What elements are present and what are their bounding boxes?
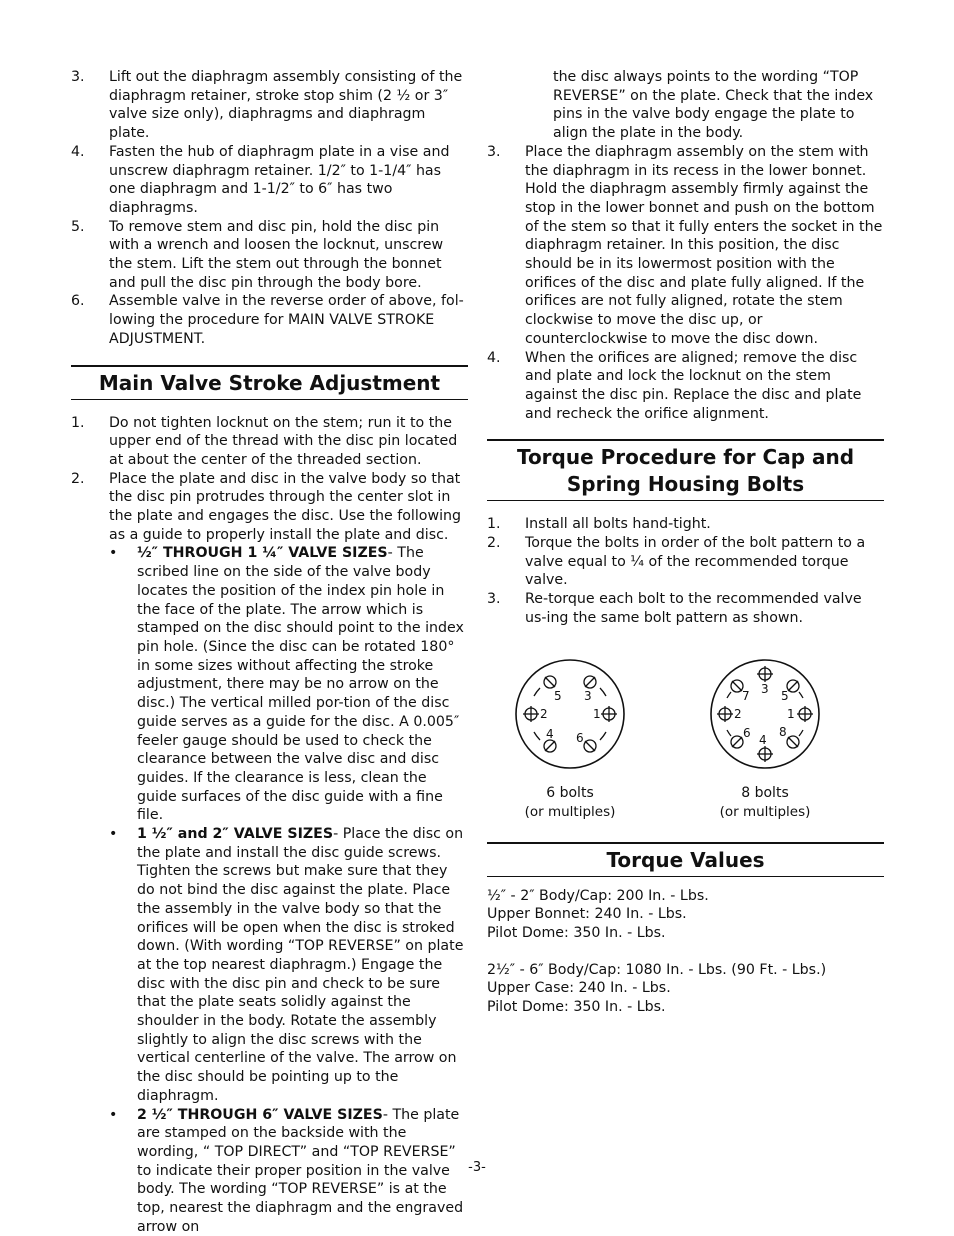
bolt-number: 3	[584, 688, 592, 703]
list-item-text: Re-torque each bolt to the recommended valve us-ing the same bolt pattern as shown.	[525, 591, 862, 626]
diagram-label: 6 bolts	[546, 784, 594, 801]
section-heading-torque-procedure: Torque Procedure for Cap and Spring Housing Bolts	[487, 439, 884, 501]
page-number: -3-	[468, 1160, 486, 1175]
list-item-text: Fasten the hub of diaphragm plate in a vise and unscrew diaphragm retainer. 1/2″ to 1-1/4″ has one diaphragm and 1-1/2″ to 6″ has two diaphragms.	[109, 143, 450, 216]
bolt-number: 1	[787, 706, 795, 721]
continuation-text: the disc always points to the wording “TOP REVERSE” on the plate. Check that the index pins in the valve body engage the plate to align the plate in the body.	[553, 69, 874, 142]
list-item: 2. Torque the bolts in order of the bolt pattern to a valve equal to ¼ of the recommended torque valve.	[487, 535, 866, 589]
bolt-6	[731, 736, 743, 748]
bolt-1	[797, 706, 813, 722]
bolt-3	[757, 666, 773, 682]
bullet-text: - The plate are stamped on the backside with the wording, “ TOP DIRECT” and “TOP REVERSE” to indicate their proper position in the valve body. The wording “TOP REVERSE” is at the top, nearest the diaphragm and the engraved arrow on	[137, 1106, 464, 1235]
bolt-2	[717, 706, 733, 722]
torque-procedure-list	[487, 515, 884, 627]
list-item: 4. Fasten the hub of diaphragm plate in a vise and unscrew diaphragm retainer. 1/2″ to 1-1/4″ has one diaphragm and 1-1/2″ to 6″ has two diaphragms.	[71, 143, 450, 216]
section-heading-main-valve-stroke: Main Valve Stroke Adjustment	[71, 365, 468, 400]
bolt-pattern-8-icon	[709, 658, 821, 770]
bullet-icon: •	[109, 1106, 118, 1123]
section-heading-torque-values: Torque Values	[487, 842, 884, 877]
list-item: 3. Place the diaphragm assembly on the stem with the diaphragm in its recess in the lower bonnet. Hold the diaphragm assembly firmly against the stop in the lower bonnet and push on the bottom of the stem so that it fully enters the socket in the diaphragm retainer. In this position, the disc should be in its lowermost position with the orifices of the disc and plate fully aligned. If the orifices are not fully aligned, rotate the stem clockwise to move the disc up, or counterclockwise to move the disc down.	[487, 143, 883, 347]
torque-value-line: 2½″ - 6″ Body/Cap: 1080 In. - Lbs. (90 Ft. - Lbs.)	[487, 961, 827, 978]
bolt-5	[544, 676, 556, 688]
list-item: 4. When the orifices are aligned; remove the disc and plate and lock the locknut on the stem against the disc pin. Replace the disc and plate and recheck the orifice alignment.	[487, 349, 862, 422]
left-column	[71, 68, 468, 1236]
list-item-text: Place the plate and disc in the valve body so that the disc pin protrudes through the center slot in the plate and engages the disc. Use the following as a guide to properly install the plate and disc.	[109, 470, 462, 543]
diagram-sublabel: (or multiples)	[719, 803, 811, 820]
list-item: 6. Assemble valve in the reverse order of above, fol-lowing the procedure for MAIN VALVE STROKE ADJUSTMENT.	[71, 293, 464, 347]
bolt-number: 5	[781, 688, 789, 703]
bolt-1	[601, 706, 617, 722]
torque-values	[487, 887, 884, 1017]
list-item: 3. Re-torque each bolt to the recommended valve us-ing the same bolt pattern as shown.	[487, 591, 862, 626]
disassembly-list	[71, 68, 468, 349]
bullet-text: - Place the disc on the plate and install the disc guide screws. Tighten the screws but make sure that they do not bind the disc against the plate. Place the assembly in the valve body so that the orifices will be open when the disc is stroked down. (With wording “TOP REVERSE” on plate at the top nearest diaphragm.) Engage the disc with the disc pin and check to be sure that the plate seats solidly against the shoulder in the body. Rotate the assembly slightly to align the disc screws with the vertical centerline of the valve. The arrow on the disc should be pointing up to the diaphragm.	[137, 826, 464, 1104]
bolt-number: 6	[576, 730, 584, 745]
bolt-3	[584, 676, 596, 688]
bolt-pattern-6	[505, 658, 635, 821]
bullet-heading: 2 ½″ THROUGH 6″ VALVE SIZES	[137, 1106, 383, 1123]
list-item-text: Install all bolts hand-tight.	[525, 516, 711, 533]
bolt-pattern-8	[700, 658, 830, 821]
torque-value-line: ½″ - 2″ Body/Cap: 200 In. - Lbs.	[487, 887, 709, 904]
torque-value-line: Upper Case: 240 In. - Lbs.	[487, 980, 671, 997]
list-item-text: Place the diaphragm assembly on the stem with the diaphragm in its recess in the lower bonnet. Hold the diaphragm assembly firmly against the stop in the lower bonnet and push on the bottom of the stem so that it fully enters the socket in the diaphragm retainer. In this position, the disc should be in its lowermost position with the orifices of the disc and plate fully aligned. If the orifices are not fully aligned, rotate the stem clockwise to move the disc up, or counterclockwise to move the disc down.	[525, 143, 883, 347]
torque-value-line: Pilot Dome: 350 In. - Lbs.	[487, 924, 666, 941]
bullet-item	[71, 544, 468, 825]
list-item: 3. Lift out the diaphragm assembly consisting of the diaphragm retainer, stroke stop shim (2 ½ or 3″ valve size only), diaphragms and diaphragm plate.	[71, 69, 463, 142]
bolt-number: 8	[779, 724, 787, 739]
bolt-number: 3	[761, 681, 769, 696]
list-item-text: Assemble valve in the reverse order of above, fol-lowing the procedure for MAIN VALVE STROKE ADJUSTMENT.	[109, 293, 464, 347]
bolt-4	[757, 746, 773, 762]
bolt-number: 2	[540, 706, 548, 721]
list-item-text: To remove stem and disc pin, hold the disc pin with a wrench and loosen the locknut, unscrew the stem. Lift the stem out through the bonnet and pull the disc pin through the body bore.	[109, 218, 444, 291]
bullet-item	[71, 825, 468, 1106]
diagram-label: 8 bolts	[741, 784, 789, 801]
bolt-number: 1	[593, 706, 601, 721]
bolt-number: 4	[546, 726, 554, 741]
bolt-2	[523, 706, 539, 722]
right-column	[487, 68, 884, 1017]
bolt-number: 4	[759, 732, 767, 747]
torque-value-line: Pilot Dome: 350 In. - Lbs.	[487, 999, 666, 1016]
bolt-number: 2	[734, 706, 742, 721]
bolt-number: 6	[743, 725, 751, 740]
bullet-icon: •	[109, 545, 118, 562]
list-item: 1. Install all bolts hand-tight.	[487, 516, 711, 533]
list-item-text: Torque the bolts in order of the bolt pattern to a valve equal to ¼ of the recommended torque valve.	[525, 535, 866, 589]
torque-value-line: Upper Bonnet: 240 In. - Lbs.	[487, 906, 687, 923]
list-item: 1. Do not tighten locknut on the stem; run it to the upper end of the thread with the disc pin located at about the center of the threaded section.	[71, 414, 458, 468]
bullet-icon: •	[109, 826, 118, 843]
bolt-pattern-6-icon	[514, 658, 626, 770]
bolt-pattern-diagrams	[487, 658, 884, 828]
bolt-number: 5	[554, 688, 562, 703]
bolt-4	[544, 740, 556, 752]
stroke-adjustment-list	[71, 414, 468, 1236]
bolt-8	[787, 736, 799, 748]
bullet-heading: ½″ THROUGH 1 ¼″ VALVE SIZES	[137, 545, 388, 562]
list-item-text: Do not tighten locknut on the stem; run it to the upper end of the thread with the disc pin located at about the center of the threaded section.	[109, 414, 458, 468]
list-item: 2. Place the plate and disc in the valve body so that the disc pin protrudes through the center slot in the plate and engages the disc. Use the following as a guide to properly install the plate and disc.	[71, 470, 462, 543]
list-item-text: When the orifices are aligned; remove the disc and plate and lock the locknut on the stem against the disc pin. Replace the disc and plate and recheck the orifice alignment.	[525, 349, 862, 422]
bolt-number: 7	[742, 688, 750, 703]
list-item: 5. To remove stem and disc pin, hold the disc pin with a wrench and loosen the locknut, unscrew the stem. Lift the stem out through the bonnet and pull the disc pin through the body bore.	[71, 218, 444, 291]
bolt-5	[787, 680, 799, 692]
bullet-text: - The scribed line on the side of the valve body locates the position of the index pin hole in the face of the plate. The arrow which is stamped on the disc should point to the index pin hole. (Since the disc can be rotated 180° in some sizes without affecting the stroke adjustment, there may be no arrow on the disc.) The vertical milled por-tion of the disc guide serves as a guide for the disc. A 0.005″ feeler gauge should be used to check the clearance between the valve disc and disc guides. If the clearance is less, clean the guide surfaces of the disc guide with a fine file.	[137, 545, 464, 824]
diagram-sublabel: (or multiples)	[524, 803, 616, 820]
bolt-6	[584, 740, 596, 752]
list-item-text: Lift out the diaphragm assembly consisting of the diaphragm retainer, stroke stop shim (2 ½ or 3″ valve size only), diaphragms and diaphragm plate.	[109, 69, 463, 142]
bullet-heading: 1 ½″ and 2″ VALVE SIZES	[137, 826, 334, 843]
